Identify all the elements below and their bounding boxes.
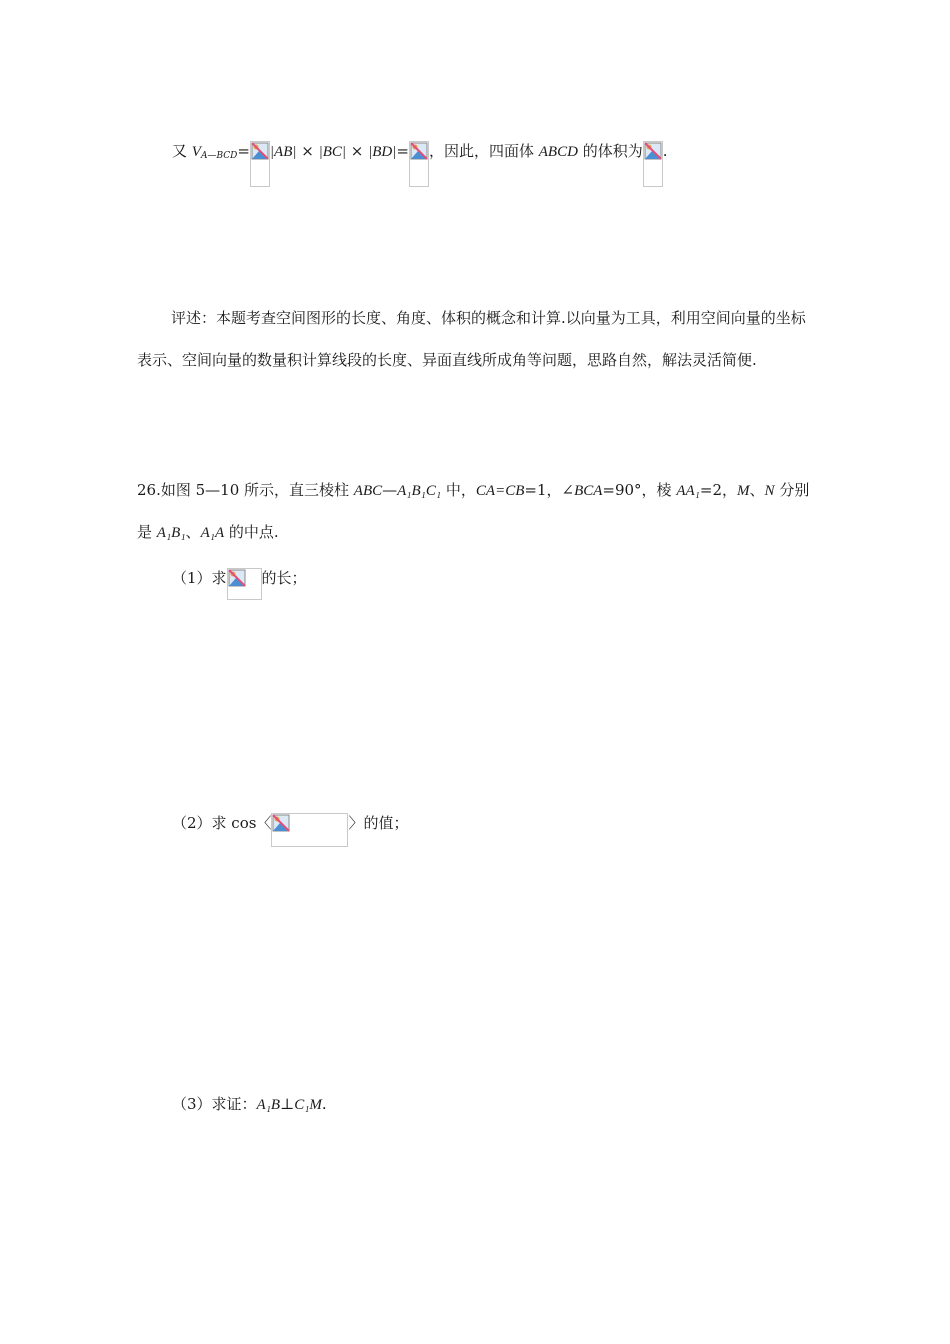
problem-26-line-2 [137, 522, 279, 543]
question-3-label: （3）求证： [172, 1095, 257, 1113]
line1-end: . [662, 142, 668, 160]
problem-text: 、 [749, 481, 765, 499]
broken-image-icon [250, 141, 270, 187]
question-2 [172, 813, 408, 847]
times-1: × [296, 142, 319, 160]
times-2: × [346, 142, 369, 160]
broken-image-icon [643, 141, 663, 187]
problem-text: 中， [441, 481, 476, 499]
volume-subscript: A—BCD [200, 151, 238, 161]
question-3-end: . [321, 1095, 327, 1113]
line-volume [172, 141, 667, 187]
question-1-tail: 的长； [261, 569, 307, 587]
equals: = [237, 142, 250, 160]
dash: — [382, 481, 398, 499]
question-3 [172, 1094, 327, 1115]
a1b1c1-label: A₁B₁C₁ [397, 483, 442, 499]
abs-bc: |BC| [318, 144, 347, 160]
problem-text: 的中点. [224, 523, 279, 541]
problem-text: 如图 5—10 所示，直三棱柱 [160, 481, 354, 499]
m-label: M [737, 483, 750, 499]
c1m-label: C₁M [294, 1097, 322, 1113]
abs-ab: |AB| [269, 144, 297, 160]
problem-text: =2， [699, 481, 738, 499]
question-2-label: （2）求 cos〈 [172, 814, 272, 832]
problem-text: 、 [185, 523, 201, 541]
problem-text: =1，∠ [524, 481, 575, 499]
broken-image-icon [409, 141, 429, 187]
n-label: N [764, 483, 775, 499]
problem-text: =90°，棱 [602, 481, 677, 499]
question-1 [172, 568, 307, 600]
question-2-tail: 〉的值； [348, 814, 409, 832]
problem-text: 分别 [774, 481, 810, 499]
equals-2: = [396, 142, 409, 160]
ca-cb-label: CA=CB [475, 483, 525, 499]
broken-image-icon [271, 813, 348, 847]
line1-tail: 的体积为 [577, 142, 643, 160]
question-1-label: （1）求 [172, 569, 227, 587]
line1-prefix: 又 [172, 142, 192, 160]
line1-middle: ，因此，四面体 [428, 142, 539, 160]
problem-text: 是 [137, 523, 157, 541]
review-paragraph [137, 297, 817, 381]
abc-label: ABC [353, 483, 383, 499]
volume-symbol: V [191, 144, 201, 160]
a1b-label: A₁B [256, 1097, 281, 1113]
abs-bd: |BD| [368, 144, 397, 160]
review-label: 评述： [171, 309, 217, 327]
aa1-label: AA₁ [676, 483, 700, 499]
perp-symbol: ⊥ [280, 1095, 295, 1113]
problem-number: 26. [137, 481, 161, 499]
abcd-label: ABCD [538, 144, 578, 160]
a1b1-label: A₁B₁ [156, 525, 186, 541]
broken-image-icon [227, 568, 262, 600]
a1a-label: A₁A [200, 525, 225, 541]
bca-label: BCA [574, 483, 603, 499]
problem-26-line-1 [137, 480, 809, 501]
review-text: 本题考查空间图形的长度、角度、体积的概念和计算.以向量为工具，利用空间向量的坐标表示、空间向量的数量积计算线段的长度、异面直线所成角等问题，思路自然，解法灵活简便. [137, 309, 806, 369]
